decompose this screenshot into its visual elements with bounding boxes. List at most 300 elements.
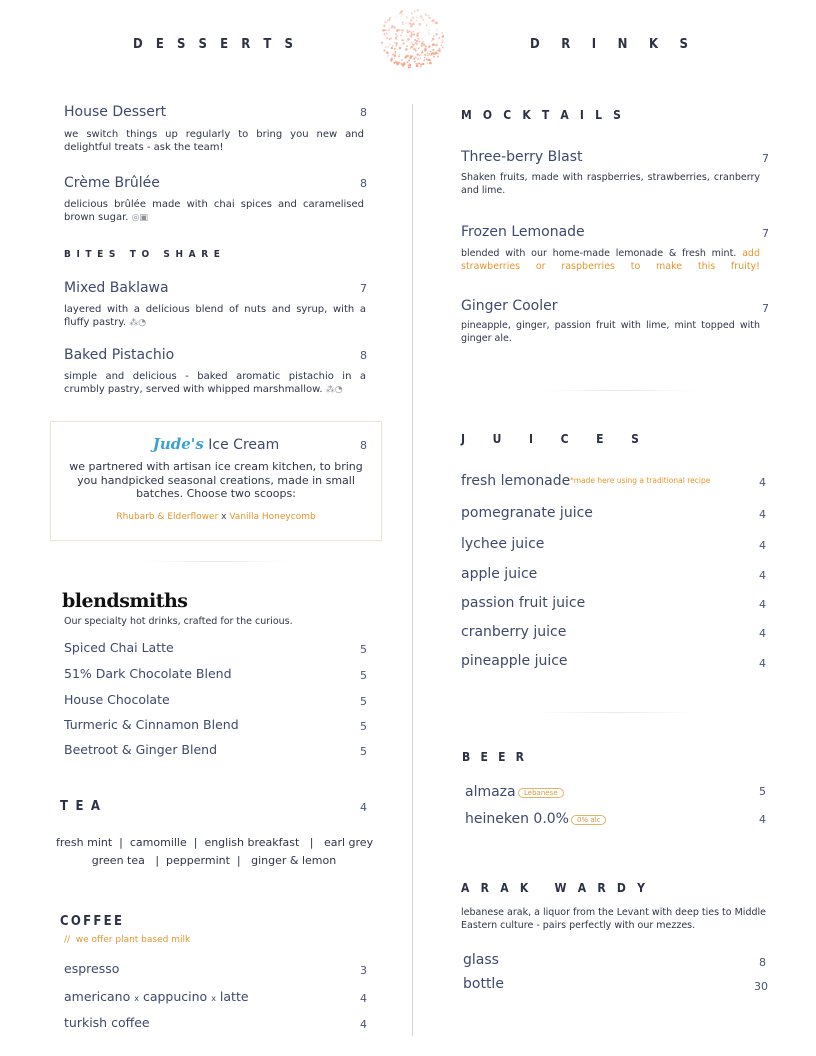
logo-dot bbox=[406, 45, 408, 47]
logo-dot bbox=[393, 62, 395, 64]
heading-letter: S bbox=[284, 37, 293, 52]
heading-letter: T bbox=[263, 37, 272, 52]
heading-letter: T bbox=[129, 249, 136, 260]
logo-dot bbox=[401, 29, 404, 32]
heading-letter: S bbox=[198, 37, 207, 52]
heading-letter: Y bbox=[637, 881, 645, 895]
bites-heading bbox=[64, 249, 220, 260]
heading-letter: M bbox=[461, 108, 472, 122]
logo-dot bbox=[397, 35, 399, 37]
arak-price: 30 bbox=[754, 980, 768, 993]
tea-heading bbox=[60, 799, 100, 814]
logo-dot bbox=[427, 55, 429, 57]
tea-price: 4 bbox=[360, 801, 367, 814]
logo-dot bbox=[413, 44, 415, 46]
heading-letter: O bbox=[482, 108, 493, 122]
heading-letter: A bbox=[560, 108, 569, 122]
coffee-name bbox=[64, 989, 249, 1004]
coffee-name: espresso bbox=[64, 961, 120, 976]
logo-dot bbox=[384, 29, 386, 31]
beer-price: 4 bbox=[759, 813, 766, 826]
mocktail-extra: add strawberries or raspberries to make this fruity! bbox=[461, 248, 760, 272]
heading-letter: E bbox=[480, 750, 488, 764]
logo-dot bbox=[418, 32, 419, 33]
logo-dot bbox=[407, 38, 410, 41]
logo-dot bbox=[413, 24, 414, 25]
logo-dot bbox=[413, 58, 415, 60]
logo-dot bbox=[416, 63, 418, 65]
logo-dot bbox=[394, 48, 396, 50]
logo-dot bbox=[393, 26, 396, 29]
logo-dot bbox=[389, 27, 390, 28]
logo-dot bbox=[437, 55, 439, 57]
logo-dot bbox=[428, 33, 430, 35]
juice-price: 4 bbox=[759, 657, 766, 670]
plant-milk-note: // we offer plant based milk bbox=[64, 935, 191, 945]
logo-dot bbox=[431, 40, 432, 41]
heading-letter bbox=[121, 249, 124, 260]
bite-price: 8 bbox=[360, 349, 367, 362]
heading-letter: S bbox=[631, 432, 639, 446]
icecream-desc: we partnered with artisan ice cream kitchen, to bring you handpicked seasonal creations, made in small batches. Choose two scoops: bbox=[69, 460, 363, 500]
logo-dot bbox=[390, 59, 392, 61]
heading-letter: R bbox=[241, 37, 251, 52]
logo-dot bbox=[418, 47, 420, 49]
mocktail-desc bbox=[461, 248, 760, 273]
heading-letter: C bbox=[60, 914, 69, 929]
logo-dot bbox=[437, 50, 438, 51]
logo-dot bbox=[414, 10, 416, 12]
heading-letter: T bbox=[60, 799, 68, 814]
logo-dot bbox=[401, 16, 402, 17]
blend-price: 5 bbox=[360, 720, 367, 733]
logo-dot bbox=[417, 38, 419, 40]
logo-dot bbox=[409, 30, 411, 32]
coffee-price: 4 bbox=[360, 992, 367, 1005]
logo-dot bbox=[402, 14, 403, 15]
heading-letter: I bbox=[529, 432, 534, 446]
logo-dot bbox=[391, 25, 394, 28]
logo-dot bbox=[417, 28, 418, 29]
heading-letter: H bbox=[175, 249, 184, 260]
desserts-heading bbox=[133, 37, 293, 52]
heading-letter: E bbox=[155, 37, 164, 52]
logo-dot bbox=[408, 60, 409, 61]
bite-name: Mixed Baklawa bbox=[64, 280, 169, 296]
logo-dot bbox=[385, 35, 386, 36]
logo-dot bbox=[402, 64, 404, 66]
logo-dot bbox=[399, 62, 401, 64]
juice-price: 4 bbox=[759, 598, 766, 611]
logo-dot bbox=[392, 47, 393, 48]
separator-line bbox=[140, 561, 290, 562]
heading-letter: R bbox=[561, 37, 571, 52]
logo-dot bbox=[433, 35, 434, 36]
blend-name: Beetroot & Ginger Blend bbox=[64, 742, 218, 757]
logo-dot bbox=[398, 55, 400, 57]
blend-price: 5 bbox=[360, 695, 367, 708]
logo-dot bbox=[394, 42, 395, 43]
icecream-title bbox=[51, 435, 381, 453]
juice-name: lychee juice bbox=[461, 536, 545, 552]
logo-dot bbox=[396, 61, 399, 64]
tea-line-2: green tea | peppermint | ginger & lemon bbox=[91, 854, 337, 867]
juice-name: pineapple juice bbox=[461, 653, 568, 669]
heading-letter: K bbox=[519, 881, 529, 895]
beer-name: heineken 0.0% bbox=[465, 811, 569, 827]
logo-dot bbox=[428, 15, 429, 16]
logo-dot bbox=[401, 32, 403, 34]
mocktail-name: Three-berry Blast bbox=[461, 149, 583, 165]
logo-dot bbox=[409, 35, 410, 36]
heading-letter: I bbox=[76, 249, 80, 260]
logo-dot bbox=[432, 19, 434, 21]
heading-letter: O bbox=[70, 914, 81, 929]
logo-dot bbox=[408, 66, 410, 68]
bite-name: Baked Pistachio bbox=[64, 347, 175, 363]
blend-price: 5 bbox=[360, 643, 367, 656]
tea-line-1: fresh mint | camomille | english breakfast | earl grey bbox=[56, 836, 374, 849]
logo-dot bbox=[395, 51, 397, 53]
logo-dot bbox=[402, 24, 403, 25]
dessert-price: 8 bbox=[360, 106, 367, 119]
beer-name: almaza bbox=[465, 784, 516, 800]
heading-letter: L bbox=[595, 108, 602, 122]
heading-letter: U bbox=[492, 432, 502, 446]
logo-dot bbox=[433, 56, 435, 58]
heading-letter: E bbox=[596, 432, 604, 446]
heading-letter: S bbox=[176, 37, 186, 52]
flavour-2: Vanilla Honeycomb bbox=[229, 512, 316, 522]
mocktail-desc: Shaken fruits, made with raspberries, strawberries, cranberry and lime. bbox=[461, 172, 760, 196]
heading-letter: E bbox=[97, 249, 104, 260]
logo-dot bbox=[416, 9, 419, 12]
bite-desc bbox=[64, 370, 366, 397]
logo-dot bbox=[416, 34, 419, 37]
logo-dot bbox=[420, 54, 421, 55]
blendsmiths-logo: blendsmiths bbox=[62, 590, 188, 612]
heading-letter: E bbox=[113, 914, 122, 929]
logo-dot bbox=[442, 36, 445, 39]
heading-letter bbox=[539, 881, 543, 895]
logo-dot bbox=[400, 11, 403, 14]
heading-letter: E bbox=[103, 914, 112, 929]
beer-heading bbox=[462, 750, 524, 764]
dessert-desc-text: delicious brûlée made with chai spices and caramelised brown sugar. bbox=[64, 199, 364, 223]
bite-desc-text: layered with a delicious blend of nuts and syrup, with a fluffy pastry. bbox=[64, 304, 366, 328]
dietary-icons: ⁂◔ bbox=[325, 385, 343, 395]
heading-letter: J bbox=[461, 432, 466, 446]
logo-dot bbox=[420, 15, 422, 17]
logo-dot bbox=[425, 14, 428, 17]
dessert-price: 8 bbox=[360, 177, 367, 190]
logo-dot bbox=[402, 42, 404, 44]
logo-dot bbox=[414, 39, 416, 41]
icecream-box bbox=[50, 421, 382, 541]
blend-name: Turmeric & Cinnamon Blend bbox=[64, 717, 239, 732]
logo-dot bbox=[410, 25, 413, 28]
logo-dot bbox=[389, 38, 390, 39]
juice-name: fresh lemonade bbox=[461, 473, 571, 489]
juice-price: 4 bbox=[759, 508, 766, 521]
heading-letter: S bbox=[108, 249, 116, 260]
logo-dot bbox=[418, 58, 420, 60]
logo-dot bbox=[383, 33, 385, 35]
logo-dot bbox=[387, 55, 388, 56]
logo-dot bbox=[408, 51, 409, 52]
coffee-name: turkish coffee bbox=[64, 1015, 150, 1030]
logo-dot bbox=[424, 48, 427, 51]
heading-letter: E bbox=[213, 249, 220, 260]
logo-dot bbox=[430, 54, 431, 55]
heading-letter: D bbox=[616, 881, 626, 895]
logo-dot bbox=[427, 60, 428, 61]
heading-letter: F bbox=[83, 914, 92, 929]
logo-dot bbox=[402, 21, 404, 23]
heading-letter: K bbox=[648, 37, 659, 52]
logo-dot bbox=[416, 40, 419, 43]
logo-dot bbox=[417, 59, 418, 60]
heading-letter: A bbox=[90, 799, 100, 814]
juices-heading bbox=[461, 432, 639, 446]
logo-dot bbox=[399, 54, 400, 55]
logo-dot bbox=[406, 22, 407, 23]
logo-dot bbox=[406, 55, 408, 57]
logo-dot bbox=[406, 41, 407, 42]
blend-name: House Chocolate bbox=[64, 692, 170, 707]
logo-dot bbox=[386, 51, 389, 54]
logo-dot bbox=[406, 16, 408, 18]
logo-dot bbox=[435, 52, 437, 54]
logo-dot bbox=[428, 30, 429, 31]
logo-dot bbox=[395, 42, 398, 45]
logo-dot bbox=[410, 55, 412, 57]
logo-dot bbox=[399, 29, 401, 31]
logo-dot bbox=[442, 46, 444, 48]
traditional-note: *made here using a traditional recipe bbox=[570, 476, 711, 485]
coffee-price: 4 bbox=[360, 1018, 367, 1031]
logo-dot bbox=[419, 55, 421, 57]
logo-dot bbox=[382, 29, 385, 32]
logo-dot bbox=[399, 47, 402, 50]
heading-letter bbox=[155, 249, 158, 260]
logo-dot bbox=[418, 62, 420, 64]
logo-dot bbox=[437, 53, 438, 54]
logo-dot bbox=[395, 17, 396, 18]
logo-dot bbox=[442, 39, 443, 40]
heading-letter: I bbox=[579, 108, 584, 122]
coffee-heading bbox=[60, 914, 122, 929]
arak-heading bbox=[461, 881, 645, 895]
logo-dot bbox=[411, 45, 414, 48]
mocktails-heading bbox=[461, 108, 621, 122]
heading-letter: R bbox=[480, 881, 489, 895]
logo-dot bbox=[419, 41, 421, 43]
coffee-price: 3 bbox=[360, 964, 367, 977]
logo-dot bbox=[386, 37, 388, 39]
juice-name: pomegranate juice bbox=[461, 505, 593, 521]
logo-dot bbox=[425, 35, 426, 36]
logo-dot bbox=[441, 45, 443, 47]
logo-dot bbox=[410, 19, 413, 22]
logo-dot bbox=[428, 17, 430, 19]
icecream-price: 8 bbox=[360, 439, 367, 452]
logo-dot bbox=[433, 43, 435, 45]
mocktail-price: 7 bbox=[762, 227, 769, 240]
logo-dot bbox=[421, 51, 423, 53]
heading-letter: C bbox=[560, 432, 569, 446]
logo-dot bbox=[405, 48, 408, 51]
logo-dot bbox=[412, 14, 413, 15]
logo-dot bbox=[416, 64, 419, 67]
heading-letter: E bbox=[220, 37, 229, 52]
heading-letter: D bbox=[133, 37, 143, 52]
logo-dot bbox=[432, 49, 434, 51]
dessert-name: House Dessert bbox=[64, 104, 167, 120]
logo-dot bbox=[436, 34, 437, 35]
logo-dot bbox=[416, 17, 417, 18]
bite-desc-text: simple and delicious - baked aromatic pistachio in a crumbly pastry, served with whipped marshmallow. bbox=[64, 371, 366, 395]
heading-letter: S bbox=[163, 249, 170, 260]
logo-dots bbox=[378, 8, 446, 70]
logo-dot bbox=[413, 31, 414, 32]
logo-dot bbox=[407, 61, 409, 63]
logo-dot bbox=[430, 51, 432, 53]
logo-dot bbox=[441, 41, 443, 43]
logo-dot bbox=[416, 43, 418, 45]
logo-dot bbox=[394, 58, 395, 59]
mocktail-name: Ginger Cooler bbox=[461, 298, 558, 314]
logo-dot bbox=[410, 47, 411, 48]
logo-dot bbox=[422, 38, 423, 39]
logo-dot bbox=[423, 41, 424, 42]
logo-dot bbox=[387, 46, 388, 47]
logo-dot bbox=[407, 32, 408, 33]
mocktail-price: 7 bbox=[762, 152, 769, 165]
logo-dot bbox=[426, 58, 428, 60]
logo-dot bbox=[420, 63, 422, 65]
dietary-icons: ⁂◔ bbox=[129, 318, 147, 328]
coffee-separator: x bbox=[134, 994, 139, 1003]
heading-letter: B bbox=[462, 750, 471, 764]
judes-logo: Jude's bbox=[152, 435, 204, 453]
logo-dot bbox=[389, 28, 390, 29]
heading-letter: S bbox=[613, 108, 621, 122]
logo-dot bbox=[420, 58, 421, 59]
heading-letter: A bbox=[461, 881, 470, 895]
heading-letter: T bbox=[541, 108, 550, 122]
logo-dot bbox=[438, 37, 440, 39]
logo-dot bbox=[424, 54, 426, 56]
logo-dot bbox=[420, 66, 421, 67]
logo-dot bbox=[427, 52, 428, 53]
blend-price: 5 bbox=[360, 745, 367, 758]
juice-price: 4 bbox=[759, 476, 766, 489]
dietary-icons: ◎▣ bbox=[131, 213, 148, 223]
logo-dot bbox=[395, 45, 397, 47]
juice-price: 4 bbox=[759, 569, 766, 582]
icecream-flavours bbox=[51, 512, 381, 522]
logo-dot bbox=[384, 21, 386, 23]
arak-name: bottle bbox=[463, 976, 504, 992]
heading-letter: C bbox=[503, 108, 512, 122]
icecream-name: Ice Cream bbox=[208, 437, 280, 453]
logo-dot bbox=[395, 37, 396, 38]
logo-dot bbox=[390, 37, 392, 39]
logo-dot bbox=[410, 31, 412, 33]
logo-dot bbox=[412, 16, 414, 18]
beer-price: 5 bbox=[759, 785, 766, 798]
logo-dot bbox=[388, 29, 390, 31]
mocktail-name: Frozen Lemonade bbox=[461, 224, 585, 240]
logo-dot bbox=[437, 42, 438, 43]
heading-letter: A bbox=[577, 881, 587, 895]
logo-dot bbox=[411, 35, 412, 36]
logo-dot bbox=[418, 23, 421, 26]
dessert-desc bbox=[64, 198, 364, 225]
logo-dot bbox=[416, 53, 419, 56]
coffee-latte: latte bbox=[219, 989, 249, 1004]
heading-letter: R bbox=[597, 881, 606, 895]
logo-dot bbox=[401, 39, 403, 41]
logo-dot bbox=[439, 48, 441, 50]
logo-dot bbox=[429, 60, 431, 62]
logo-dot bbox=[426, 25, 427, 26]
arak-name: glass bbox=[463, 952, 499, 968]
heading-letter: T bbox=[85, 249, 92, 260]
bite-desc bbox=[64, 303, 366, 330]
logo-dot bbox=[422, 19, 424, 21]
heading-letter: B bbox=[64, 249, 71, 260]
logo-dot bbox=[406, 29, 408, 31]
coffee-separator: x bbox=[211, 994, 216, 1003]
logo-dot bbox=[422, 63, 424, 65]
logo-dot bbox=[395, 61, 396, 62]
heading-letter: D bbox=[530, 37, 540, 52]
column-divider bbox=[412, 104, 413, 1036]
coffee-americano: americano bbox=[64, 989, 131, 1004]
logo-dot bbox=[394, 54, 397, 57]
blend-name: Spiced Chai Latte bbox=[64, 640, 174, 655]
blendsmiths-tagline: Our specialty hot drinks, crafted for the curious. bbox=[64, 616, 293, 627]
bite-price: 7 bbox=[360, 282, 367, 295]
logo-dot bbox=[392, 45, 394, 47]
heading-letter: N bbox=[617, 37, 628, 52]
logo-dot bbox=[416, 20, 417, 21]
flavour-separator: x bbox=[221, 512, 227, 522]
heading-letter: R bbox=[515, 750, 524, 764]
coffee-cappucino: cappucino bbox=[142, 989, 208, 1004]
heading-letter: K bbox=[522, 108, 531, 122]
logo-dot bbox=[436, 29, 437, 30]
mocktail-price: 7 bbox=[762, 302, 769, 315]
logo-dot bbox=[386, 33, 388, 35]
logo-dot bbox=[421, 45, 423, 47]
heading-letter: A bbox=[500, 881, 509, 895]
heading-letter: W bbox=[554, 881, 567, 895]
logo-dot bbox=[428, 53, 430, 55]
logo-dot bbox=[439, 50, 441, 52]
blend-price: 5 bbox=[360, 669, 367, 682]
juice-price: 4 bbox=[759, 539, 766, 552]
lebanese-badge: Lebanese bbox=[518, 788, 564, 798]
logo-dot bbox=[427, 63, 428, 64]
heading-letter: E bbox=[498, 750, 506, 764]
drinks-heading bbox=[530, 37, 688, 52]
logo-dot bbox=[411, 12, 413, 14]
logo-dot bbox=[425, 45, 427, 47]
blend-name: 51% Dark Chocolate Blend bbox=[64, 666, 232, 681]
